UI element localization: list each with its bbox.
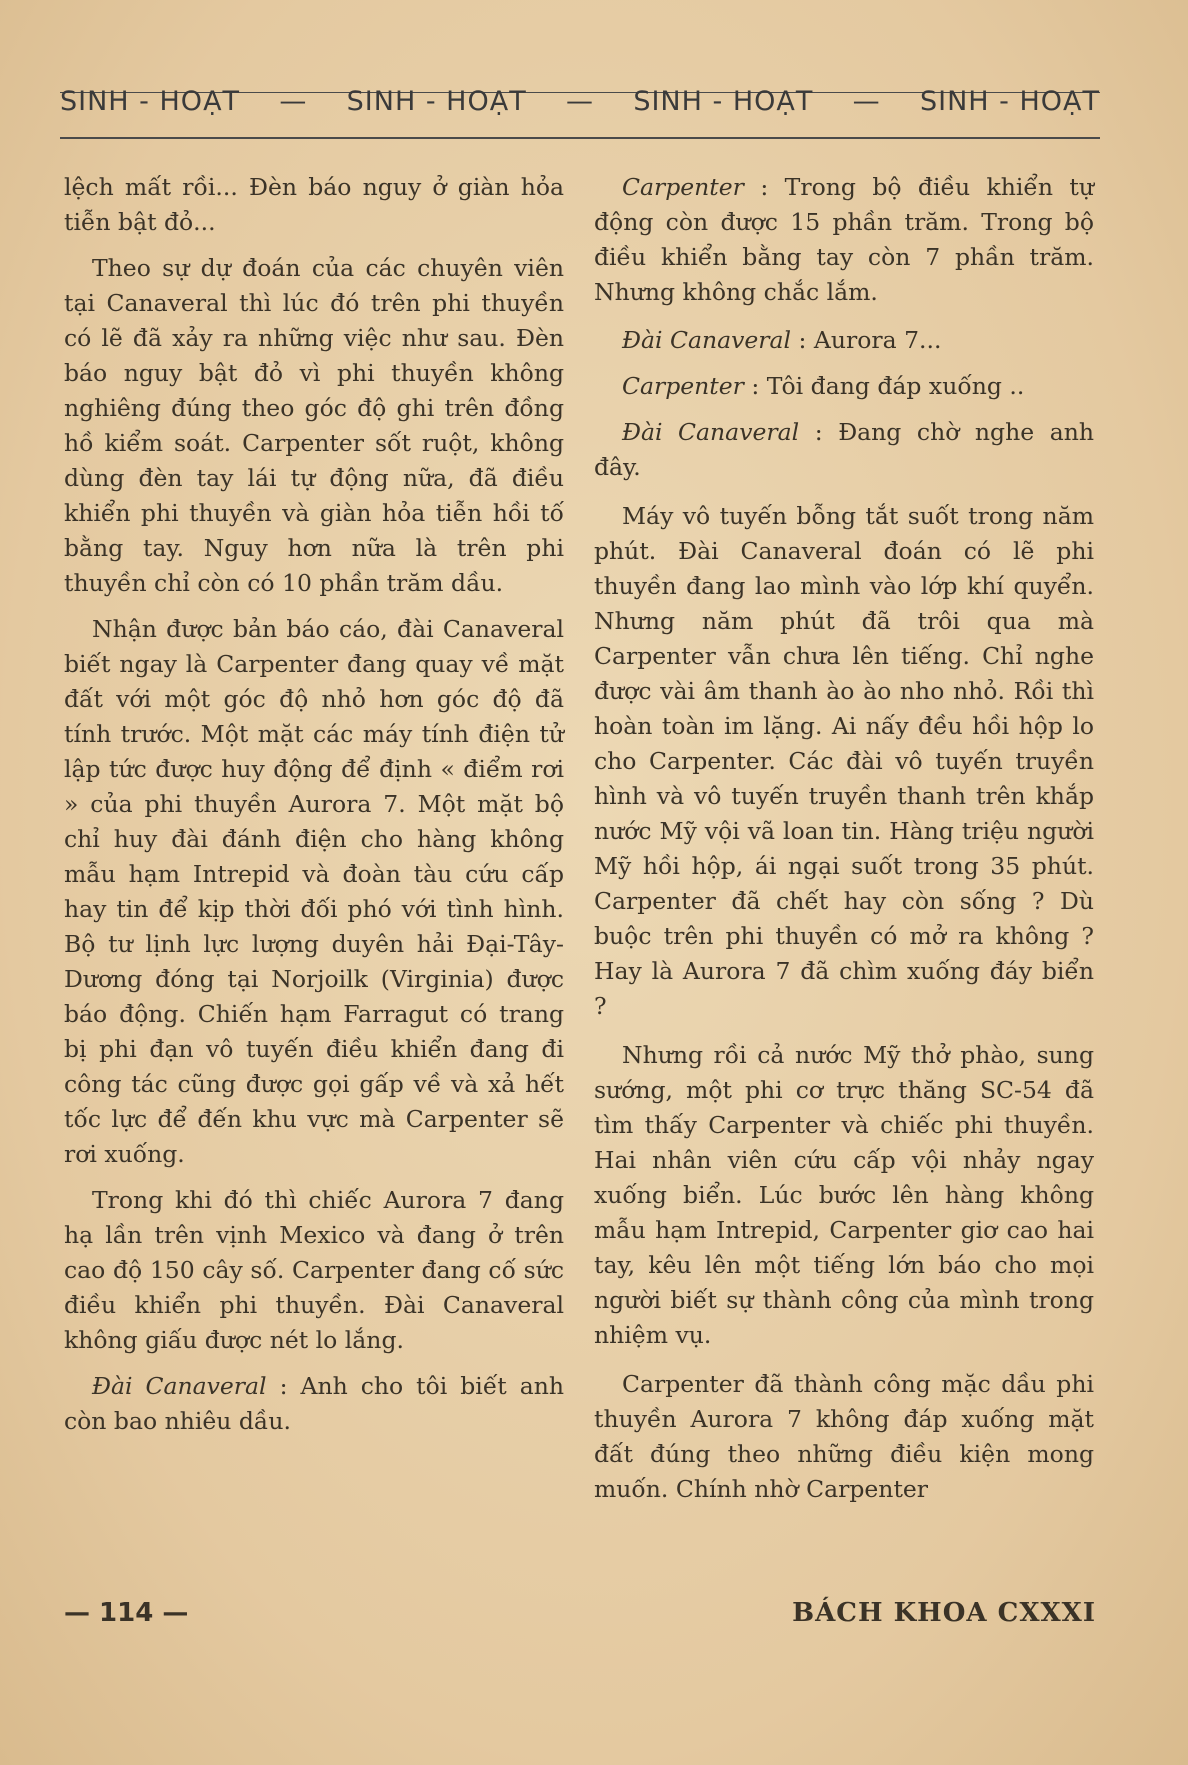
dialogue-text: : Aurora 7...	[791, 326, 942, 354]
paragraph: Nhưng rồi cả nước Mỹ thở phào, sung sướng, một phi cơ trực thăng SC-54 đã tìm thấy Carpenter và chiếc phi thuyền. Hai nhân viên cứu cấp vội nhảy ngay xuống biển. Lúc bước lên hàng không mẫu hạm Intrepid, Carpenter giơ cao hai tay, kêu lên một tiếng lớn báo cho mọi người biết sự thành công của mình trong nhiệm vụ.	[594, 1041, 1094, 1349]
dialogue-line	[64, 1369, 564, 1439]
dialogue-line	[594, 323, 1094, 358]
paragraph: Carpenter đã thành công mặc dầu phi thuyền Aurora 7 không đáp xuống mặt đất đúng theo những điều kiện mong muốn. Chính nhờ Carpenter	[594, 1370, 1094, 1503]
paragraph: Nhận được bản báo cáo, đài Canaveral biết ngay là Carpenter đang quay về mặt đất với một góc độ nhỏ hơn góc độ đã tính trước. Một mặt các máy tính điện tử lập tức được huy động để định « điểm rơi » của phi thuyền Aurora 7. Một mặt bộ chỉ huy đài đánh điện cho hàng không mẫu hạm Intrepid và đoàn tàu cứu cấp hay tin để kịp thời đối phó với tình hình. Bộ tư lịnh lực lượng duyên hải Đại-Tây-Dương đóng tại Norjoilk (Virginia) được báo động. Chiến hạm Farragut có trang bị phi đạn vô tuyến điều khiển đang đi công tác cũng được gọi gấp về và xả hết tốc lực để đến khu vực mà Carpenter sẽ rơi xuống.	[64, 615, 564, 1168]
speaker-name: Đài Canaveral	[92, 1372, 267, 1400]
paragraph: lệch mất rồi... Đèn báo nguy ở giàn hỏa tiễn bật đỏ...	[64, 173, 564, 236]
dialogue-line	[594, 369, 1094, 404]
speaker-name: Đài Canaveral	[622, 326, 792, 354]
header-item: SINH - HOẠT	[346, 86, 527, 117]
paragraph: Theo sự dự đoán của các chuyên viên tại Canaveral thì lúc đó trên phi thuyền có lẽ đã xảy ra những việc như sau. Đèn báo nguy bật đỏ vì phi thuyền không nghiêng đúng theo góc độ ghi trên đồng hồ kiểm soát. Carpenter sốt ruột, không dùng đèn tay lái tự động nữa, đã điều khiển phi thuyền và giàn hỏa tiễn hồi tố bằng tay. Nguy hơn nữa là trên phi thuyền chỉ còn có 10 phần trăm dầu.	[64, 254, 564, 597]
header-dash: —	[852, 86, 881, 117]
dialogue-text: : Đang chờ nghe anh đây.	[594, 418, 1094, 481]
header-item: SINH - HOẠT	[633, 86, 814, 117]
running-header	[60, 86, 1100, 117]
header-item: SINH - HOẠT	[60, 86, 241, 117]
header-dash: —	[566, 86, 594, 117]
page-number: — 114 —	[64, 1598, 189, 1628]
header-dash: —	[279, 86, 308, 117]
header-item: SINH - HOẠT	[919, 86, 1100, 117]
journal-title: BÁCH KHOA CXXXI	[792, 1598, 1096, 1628]
paragraph: Máy vô tuyến bỗng tắt suốt trong năm phút. Đài Canaveral đoán có lẽ phi thuyền đang lao mình vào lớp khí quyển. Nhưng năm phút đã trôi qua mà Carpenter vẫn chưa lên tiếng. Chỉ nghe được vài âm thanh ào ào nho nhỏ. Rồi thì hoàn toàn im lặng. Ai nấy đều hồi hộp lo cho Carpenter. Các đài vô tuyến truyền hình và vô tuyến truyền thanh trên khắp nước Mỹ vội vã loan tin. Hàng triệu người Mỹ hồi hộp, ái ngại suốt trong 35 phút. Carpenter đã chết hay còn sống ? Dù buộc trên phi thuyền có mở ra không ? Hay là Aurora 7 đã chìm xuống đáy biển ?	[594, 502, 1094, 1020]
dialogue-line	[594, 170, 1094, 310]
speaker-name: Đài Canaveral	[622, 418, 800, 446]
left-column	[64, 170, 564, 1450]
right-column	[594, 170, 1094, 1518]
speaker-name: Carpenter	[622, 173, 744, 201]
dialogue-line	[594, 415, 1094, 485]
dialogue-text: : Tôi đang đáp xuống ..	[743, 372, 1025, 400]
header-rule-bottom	[60, 137, 1100, 139]
dialogue-text: : Anh cho tôi biết anh còn bao nhiêu dầu.	[64, 1372, 564, 1435]
paragraph: Trong khi đó thì chiếc Aurora 7 đang hạ lần trên vịnh Mexico và đang ở trên cao độ 150 cây số. Carpenter đang cố sức điều khiển phi thuyền. Đài Canaveral không giấu được nét lo lắng.	[64, 1186, 564, 1354]
dialogue-text: : Trong bộ điều khiển tự động còn được 15 phần trăm. Trong bộ điều khiển bằng tay còn 7 phần trăm. Nhưng không chắc lắm.	[594, 173, 1094, 306]
speaker-name: Carpenter	[622, 372, 744, 400]
